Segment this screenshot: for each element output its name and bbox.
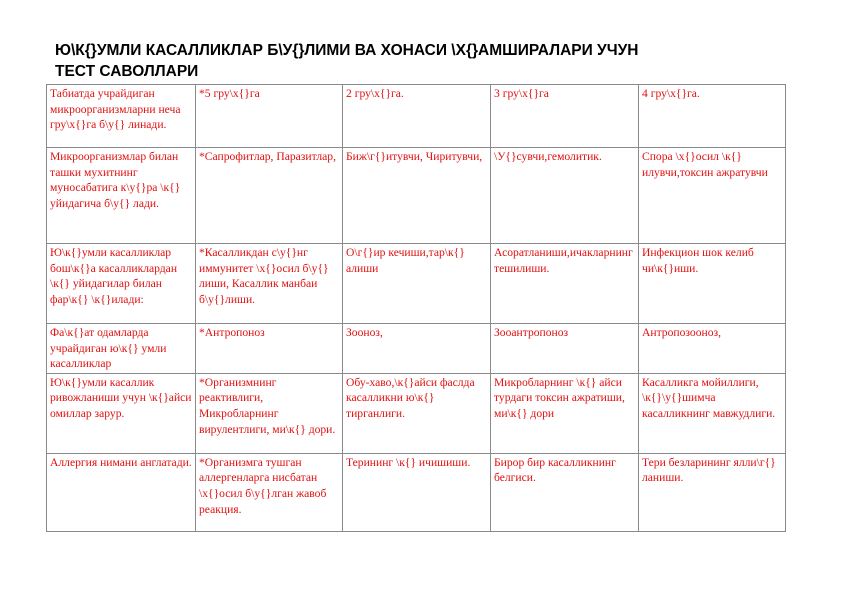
answer-cell: Спора \х{}осил \к{} илувчи,токсин ажратувчи (639, 148, 786, 244)
question-cell: Ю\к{}умли касалликлар бош\к{}а касалликлардан \к{} уйидагилар билан фар\к{} \к{}илади: (47, 244, 196, 324)
answer-cell: Инфекцион шок келиб чи\к{}иши. (639, 244, 786, 324)
question-cell: Фа\к{}ат одамларда учрайдиган ю\к{} умли касалликлар (47, 324, 196, 374)
table-row (47, 453, 786, 531)
correct-answer-cell: *Антропоноз (196, 324, 343, 374)
question-cell: Микроорганизмлар билан ташки мухитнинг муносабатига к\у{}ра \к{}уйидагича б\у{} лади. (47, 148, 196, 244)
answer-cell: Микробларнинг \к{} айси турдаги токсин ажратиши, ми\к{} дори (491, 373, 639, 453)
answer-cell: 4 гру\х{}га. (639, 85, 786, 148)
answer-cell: Зооноз, (343, 324, 491, 374)
title-line-1: Ю\К{}УМЛИ КАСАЛЛИКЛАР Б\У{}ЛИМИ ВА ХОНАСИ \Х{}АМШИРАЛАРИ УЧУН (55, 42, 639, 59)
question-cell: Ю\к{}умли касаллик ривожланиши учун \к{}айси омиллар зарур. (47, 373, 196, 453)
answer-cell: Биж\г{}итувчи, Чиритувчи, (343, 148, 491, 244)
question-cell: Аллергия нимани англатади. (47, 453, 196, 531)
answer-cell: Тери безларининг ялли\г{}ланиши. (639, 453, 786, 531)
table-row (47, 148, 786, 244)
table-row (47, 324, 786, 374)
table-row (47, 244, 786, 324)
document-title (55, 40, 815, 82)
answer-cell: Асоратланиши,ичакларнинг тешилиши. (491, 244, 639, 324)
answer-cell: Антропозооноз, (639, 324, 786, 374)
correct-answer-cell: *Организмга тушган аллергенларга нисбатан \х{}осил б\у{}лган жавоб реакция. (196, 453, 343, 531)
test-questions-table (46, 84, 786, 532)
correct-answer-cell: *5 гру\х{}га (196, 85, 343, 148)
answer-cell: Терининг \к{} ичишиши. (343, 453, 491, 531)
answer-cell: Зооантропоноз (491, 324, 639, 374)
correct-answer-cell: *Сапрофитлар, Паразитлар, (196, 148, 343, 244)
answer-cell: Бирор бир касалликнинг белгиси. (491, 453, 639, 531)
table-row (47, 85, 786, 148)
answer-cell: 2 гру\х{}га. (343, 85, 491, 148)
title-line-2: ТЕСТ САВОЛЛАРИ (55, 63, 199, 80)
answer-cell: Касалликга мойиллиги, \к{}\у{}шимча касалликнинг мавжудлиги. (639, 373, 786, 453)
answer-cell: О\г{}ир кечиши,тар\к{}алиши (343, 244, 491, 324)
correct-answer-cell: *Организмнинг реактивлиги, Микробларнинг вирулентлиги, ми\к{} дори. (196, 373, 343, 453)
answer-cell: \У{}сувчи,гемолитик. (491, 148, 639, 244)
question-cell: Табиатда учрайдиган микроорганизмларни неча гру\х{}га б\у{} линади. (47, 85, 196, 148)
answer-cell: Обу-хаво,\к{}айси фаслда касалликни ю\к{}тирганлиги. (343, 373, 491, 453)
answer-cell: 3 гру\х{}га (491, 85, 639, 148)
table-row (47, 373, 786, 453)
correct-answer-cell: *Касалликдан с\у{}нг иммунитет \х{}осил б\у{}лиши, Касаллик манбаи б\у{}лиши. (196, 244, 343, 324)
